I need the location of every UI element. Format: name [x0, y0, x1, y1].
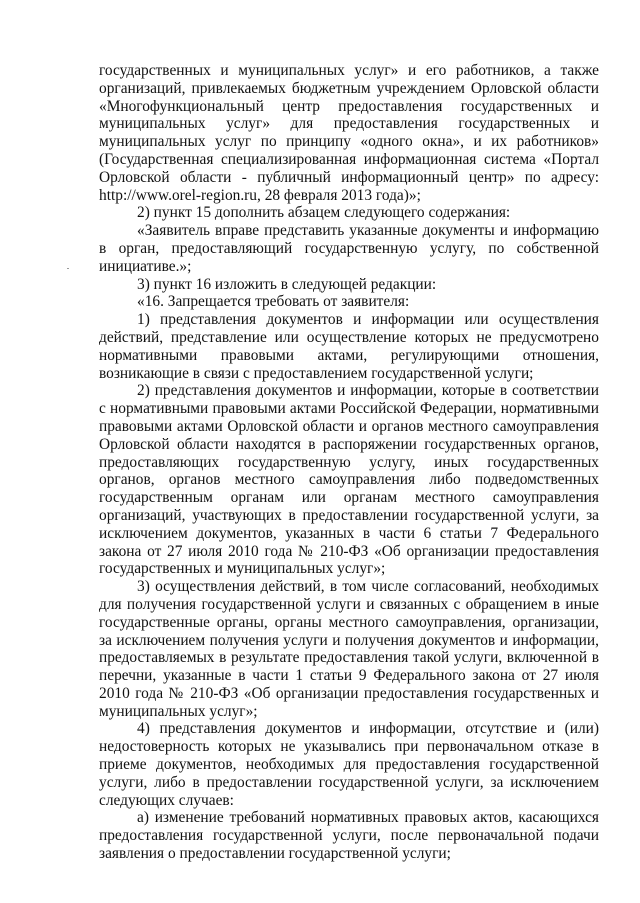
- paragraph-applicant-right: «Заявитель вправе представить указанные документы и информацию в орган, предоставляющий государственную услугу, по собственной инициативе.»;: [99, 222, 599, 275]
- paragraph-item-2: 2) пункт 15 дополнить абзацем следующего содержания:: [137, 204, 511, 222]
- paragraph-subitem-a: а) изменение требований нормативных правовых актов, касающихся предоставления государственной услуги, после первоначальной подачи заявления о предоставлении государственной услуги;: [99, 809, 599, 863]
- paragraph-clause-16: «16. Запрещается требовать от заявителя:: [137, 293, 410, 311]
- paragraph-subitem-4: 4) представления документов и информации, отсутствие и (или) недостоверность которых не указывались при первоначальном отказе в приеме документов, необходимых для предоставления государственной услуги, либо в предоставлении государственной услуги, за исключением следующих случаев:: [99, 720, 599, 809]
- paragraph-subitem-2: 2) представления документов и информации, которые в соответствии с нормативными правовыми актами Российской Федерации, нормативными правовыми актами Орловской области и органов местного самоуправления Орловской области находятся в распоряжении государственных органов, предоставляющих государственную услугу, иных государственных органов, органов местного самоуправления либо подведомственных государственным органам или органам местного самоуправления организаций, участвующих в предоставлении государственной услуги, за исключением документов, указанных в части 6 статьи 7 Федерального закона от 27 июля 2010 года № 210-ФЗ «Об организации предоставления государственных и муниципальных услуг»;: [99, 382, 599, 578]
- paragraph-item-3: 3) пункт 16 изложить в следующей редакции:: [137, 275, 437, 293]
- document-body: [99, 62, 599, 863]
- paragraph-subitem-1: 1) представления документов и информации или осуществления действий, представление или осуществление которых не предусмотрено нормативными правовыми актами, регулирующими отношения, возникающие в связи с предоставлением государственной услуги;: [99, 311, 599, 382]
- paragraph-subitem-3: 3) осуществления действий, в том числе согласований, необходимых для получения государственной услуги и связанных с обращением в иные государственные органы, органы местного самоуправления, организации, за исключением получения услуги и получения документов и информации, предоставляемых в результате предоставления такой услуги, включенной в перечни, указанные в части 1 статьи 9 Федерального закона от 27 июля 2010 года № 210-ФЗ «Об организации предоставления государственных и муниципальных услуг»;: [99, 578, 599, 720]
- scan-speck: [67, 268, 69, 269]
- paragraph-continuation: государственных и муниципальных услуг» и его работников, а также организаций, привлекаемых бюджетным учреждением Орловской области «Многофункциональный центр предоставления государственных и муниципальных услуг» для предоставления государственных и муниципальных услуг по принципу «одного окна», и их работников» (Государственная специализированная информационная система «Портал Орловской области - публичный информационный центр» по адресу: http://www.orel-region.ru, 28 февраля 2013 года)»;: [99, 62, 599, 204]
